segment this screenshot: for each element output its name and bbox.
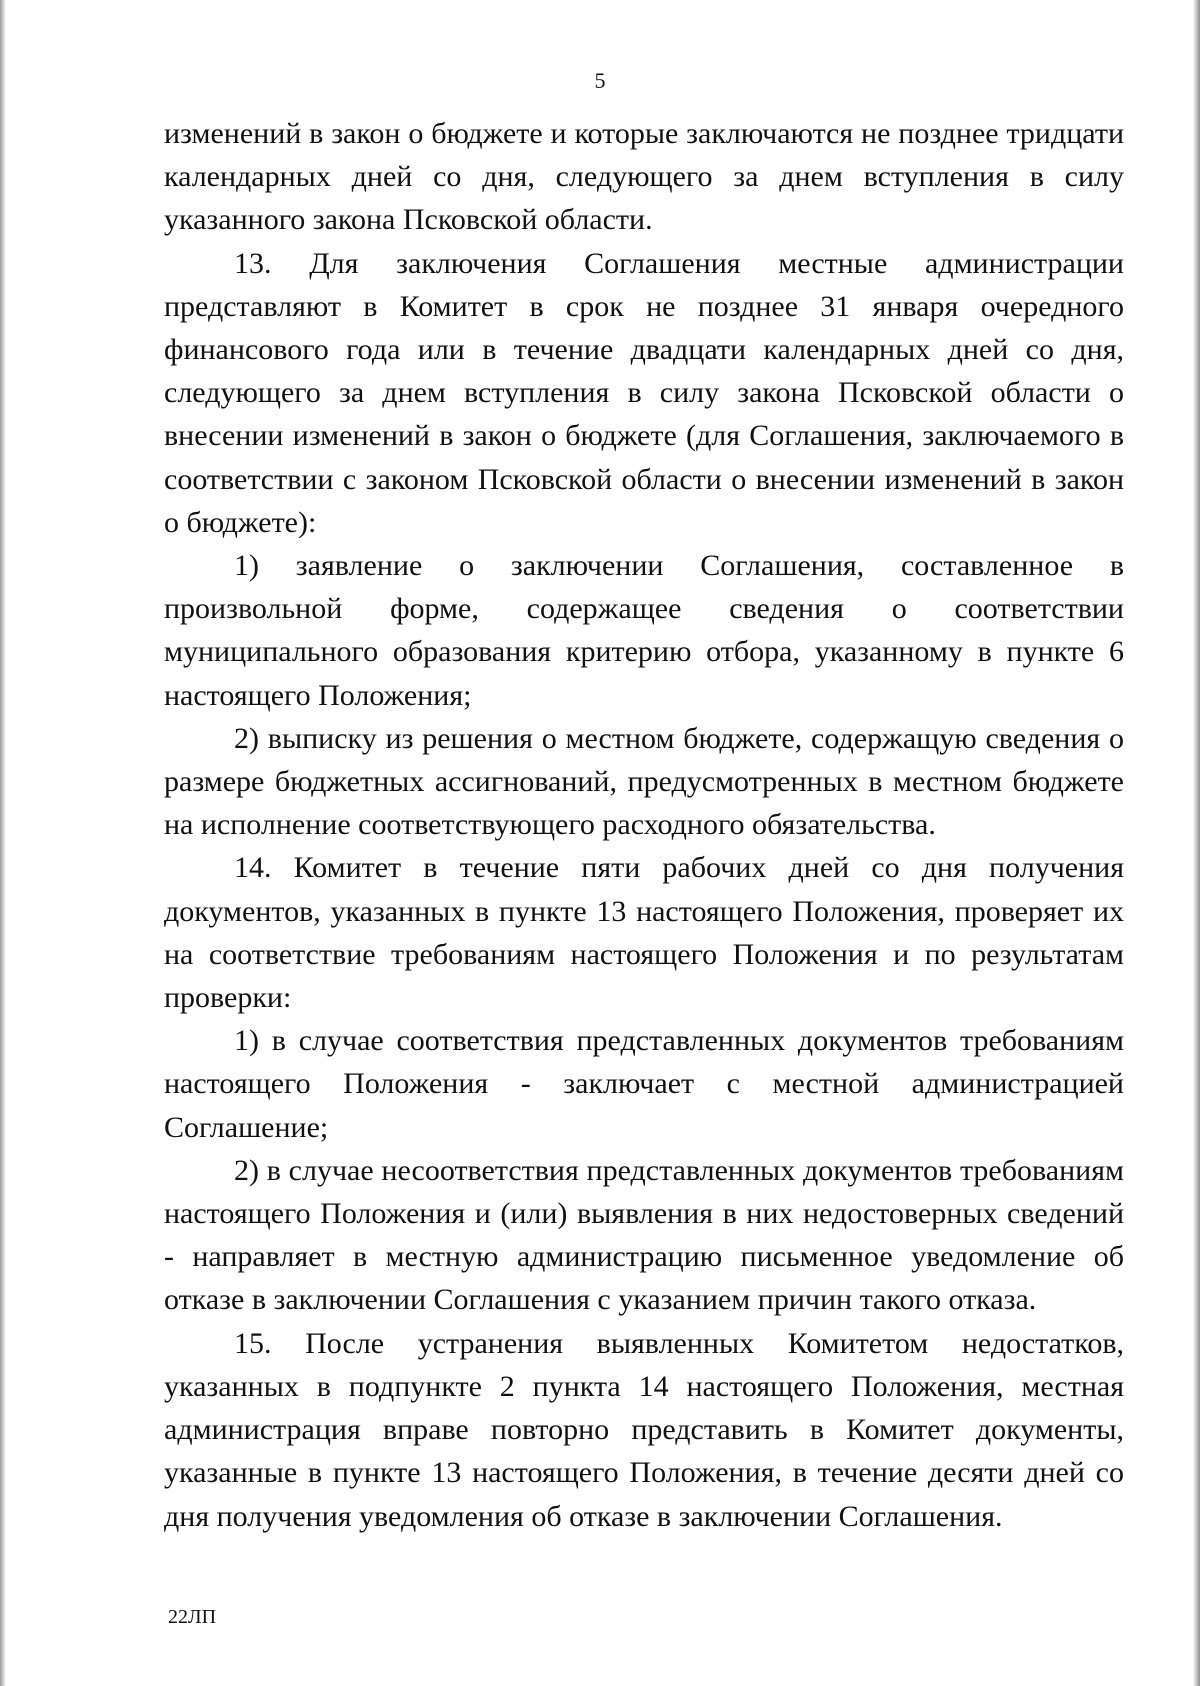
paragraph-clause-14-item-1: 1) в случае соответствия представленных документов требованиям настоящего Положения - заключает с местной администрацией Соглашение; [164,1024,1124,1144]
page-number: 5 [594,68,606,93]
paragraph-clause-15: 15. После устранения выявленных Комитетом недостатков, указанных в подпункте 2 пункта 14 настоящего Положения, местная администрация вправе повторно представить в Комитет документы, указанные в пункте 13 настоящего Положения, в течение десяти дней со дня получения уведомления об отказе в заключении Соглашения. [164,1326,1124,1533]
document-code: 22ЛП [168,1606,217,1628]
paragraph-continuation: изменений в закон о бюджете и которые заключаются не позднее тридцати календарных дней со дня, следующего за днем вступления в силу указанного закона Псковской области. [164,117,1124,237]
scan-edge-left [0,0,6,1686]
paragraph-clause-14-item-2: 2) в случае несоответствия представленных документов требованиям настоящего Положения и (или) выявления в них недостоверных сведений - направляет в местную администрацию письменное уведомление об отказе в заключении Соглашения с указанием причин такого отказа. [164,1153,1124,1317]
document-body [164,112,1124,1538]
paragraph-clause-13-item-1: 1) заявление о заключении Соглашения, составленное в произвольной форме, содержащее сведения о соответствии муниципального образования критерию отбора, указанному в пункте 6 настоящего Положения; [164,549,1124,712]
scan-edge-right [1193,0,1200,1686]
paragraph-clause-13-item-2: 2) выписку из решения о местном бюджете, содержащую сведения о размере бюджетных ассигнований, предусмотренных в местном бюджете на исполнение соответствующего расходного обязательства. [164,721,1124,842]
paragraph-clause-13: 13. Для заключения Соглашения местные администрации представляют в Комитет в срок не позднее 31 января очередного финансового года или в течение двадцати календарных дней со дня, следующего за днем вступления в силу закона Псковской области о внесении изменений в закон о бюджете (для Соглашения, заключаемого в соответствии с законом Псковской области о внесении изменений в закон о бюджете): [164,246,1124,539]
paragraph-clause-14: 14. Комитет в течение пяти рабочих дней со дня получения документов, указанных в пункте 13 настоящего Положения, проверяет их на соответствие требованиям настоящего Положения и по результатам проверки: [164,851,1124,1015]
